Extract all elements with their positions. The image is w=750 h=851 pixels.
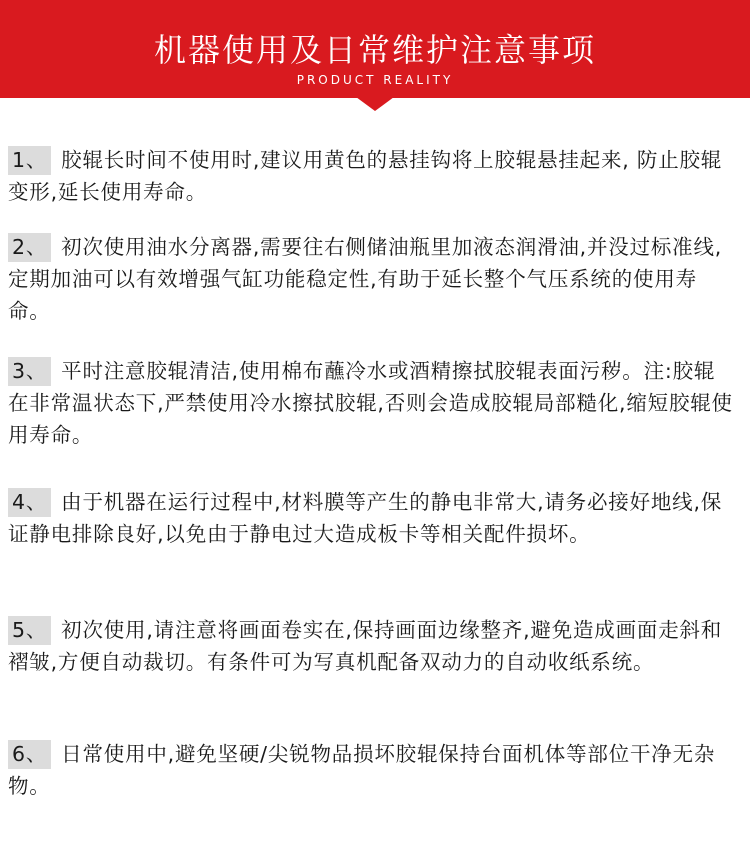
page-title: 机器使用及日常维护注意事项 — [153, 31, 596, 69]
item-text: 初次使用,请注意将画面卷实在,保持画面边缘整齐,避免造成画面走斜和褶皱,方便自动裁切。有条件可为写真机配备双动力的自动收纸系统。 — [8, 618, 723, 674]
page-subtitle: PRODUCT REALITY — [296, 73, 454, 87]
list-item — [8, 738, 736, 802]
item-number: 2、 — [8, 233, 51, 262]
item-text: 初次使用油水分离器,需要往右侧储油瓶里加液态润滑油,并没过标准线,定期加油可以有效增强气缸功能稳定性,有助于延长整个气压系统的使用寿命。 — [8, 235, 723, 323]
item-number: 4、 — [8, 488, 51, 517]
header-pointer — [356, 97, 394, 111]
item-text: 日常使用中,避免坚硬/尖锐物品损坏胶辊保持台面机体等部位干净无杂物。 — [8, 742, 716, 798]
list-item — [8, 614, 736, 678]
item-number: 3、 — [8, 357, 51, 386]
item-text: 由于机器在运行过程中,材料膜等产生的静电非常大,请务必接好地线,保证静电排除良好,以免由于静电过大造成板卡等相关配件损坏。 — [8, 490, 723, 546]
list-item — [8, 231, 736, 327]
list-item — [8, 355, 736, 451]
item-number: 1、 — [8, 146, 51, 175]
item-number: 5、 — [8, 616, 51, 645]
list-item — [8, 486, 736, 550]
item-number: 6、 — [8, 740, 51, 769]
item-text: 平时注意胶辊清洁,使用棉布蘸冷水或酒精擦拭胶辊表面污秽。注:胶辊在非常温状态下,严禁使用冷水擦拭胶辊,否则会造成胶辊局部糙化,缩短胶辊使用寿命。 — [8, 359, 733, 447]
header-banner — [0, 0, 750, 111]
list-item — [8, 144, 736, 208]
item-text: 胶辊长时间不使用时,建议用黄色的悬挂钩将上胶辊悬挂起来, 防止胶辊变形,延长使用寿命。 — [8, 148, 723, 204]
